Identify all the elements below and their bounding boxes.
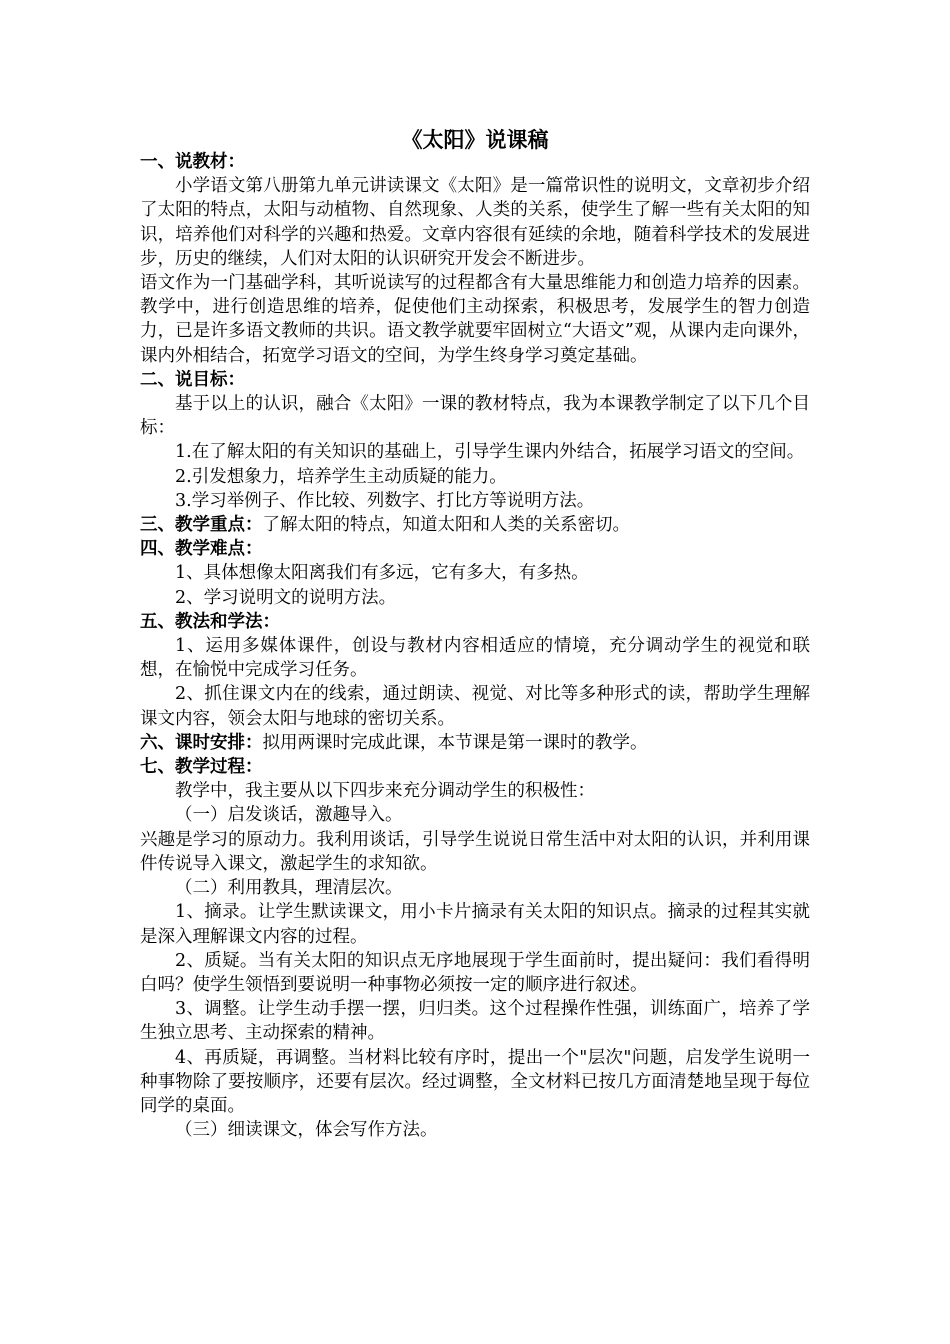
section-heading-key-points: 三、教学重点：	[140, 515, 263, 536]
section-heading-textbook: 一、说教材：	[140, 152, 245, 172]
list-item: 4、再质疑，再调整。当材料比较有序时，提出一个"层次"问题，启发学生说明一种事物除了要按顺序，还要有层次。经过调整，全文材料已按几方面清楚地呈现于每位同学的桌面。	[140, 1047, 810, 1116]
list-item: 3、调整。让学生动手摆一摆，归归类。这个过程操作性强，训练面广，培养了学生独立思考、主动探索的精神。	[140, 999, 810, 1044]
document-title: 《太阳》说课稿	[401, 127, 549, 152]
list-item: 3.学习举例子、作比较、列数字、打比方等说明方法。	[175, 490, 595, 511]
paragraph: 教学中，我主要从以下四步来充分调动学生的积极性：	[175, 781, 595, 802]
list-item: 1、摘录。让学生默读课文，用小卡片摘录有关太阳的知识点。摘录的过程其实就是深入理解课文内容的过程。	[140, 902, 810, 947]
section-text: 了解太阳的特点，知道太阳和人类的关系密切。	[262, 515, 630, 536]
section-text: 拟用两课时完成此课，本节课是第一课时的教学。	[262, 732, 648, 753]
section-heading-difficulties: 四、教学难点：	[140, 539, 263, 560]
document-body	[140, 150, 810, 1142]
step-heading: （二）利用教具，理清层次。	[175, 878, 403, 899]
paragraph: 基于以上的认识，融合《太阳》一课的教材特点，我为本课教学制定了以下几个目标：	[140, 394, 810, 439]
paragraph: 兴趣是学习的原动力。我利用谈话，引导学生说说日常生活中对太阳的认识，并利用课件传说导入课文，激起学生的求知欲。	[140, 829, 810, 874]
section-key-points	[140, 513, 810, 537]
paragraph: 语文作为一门基础学科，其听说读写的过程都含有大量思维能力和创造力培养的因素。教学中，进行创造思维的培养，促使他们主动探索，积极思考，发展学生的智力创造力，已是许多语文教师的共识。语文教学就要牢固树立“大语文”观，从课内走向课外，课内外相结合，拓宽学习语文的空间，为学生终身学习奠定基础。	[140, 273, 810, 366]
list-item: 1、运用多媒体课件，创设与教材内容相适应的情境，充分调动学生的视觉和联想，在愉悦中完成学习任务。	[140, 636, 810, 681]
list-item: 1、具体想像太阳离我们有多远，它有多大，有多热。	[175, 563, 589, 584]
section-heading-process: 七、教学过程：	[140, 757, 263, 778]
section-heading-methods: 五、教法和学法：	[140, 611, 280, 632]
list-item: 1.在了解太阳的有关知识的基础上，引导学生课内外结合，拓展学习语文的空间。	[175, 442, 805, 463]
step-heading: （一）启发谈话，激趣导入。	[175, 805, 403, 826]
paragraph: 小学语文第八册第九单元讲读课文《太阳》是一篇常识性的说明文，文章初步介绍了太阳的特点，太阳与动植物、自然现象、人类的关系，使学生了解一些有关太阳的知识，培养他们对科学的兴趣和热爱。文章内容很有延续的余地，随着科学技术的发展进步，历史的继续，人们对太阳的认识研究开发会不断进步。	[140, 176, 810, 269]
list-item: 2.引发想象力，培养学生主动质疑的能力。	[175, 466, 507, 487]
section-schedule	[140, 731, 810, 755]
section-heading-goals: 二、说目标：	[140, 369, 245, 390]
list-item: 2、学习说明文的说明方法。	[175, 587, 397, 608]
step-heading: （三）细读课文，体会写作方法。	[175, 1120, 438, 1141]
list-item: 2、质疑。当有关太阳的知识点无序地展现于学生面前时，提出疑问：我们看得明白吗？使学生领悟到要说明一种事物必须按一定的顺序进行叙述。	[140, 950, 810, 995]
list-item: 2、抓住课文内在的线索，通过朗读、视觉、对比等多种形式的读，帮助学生理解课文内容，领会太阳与地球的密切关系。	[140, 684, 810, 729]
section-heading-schedule: 六、课时安排：	[140, 732, 263, 753]
